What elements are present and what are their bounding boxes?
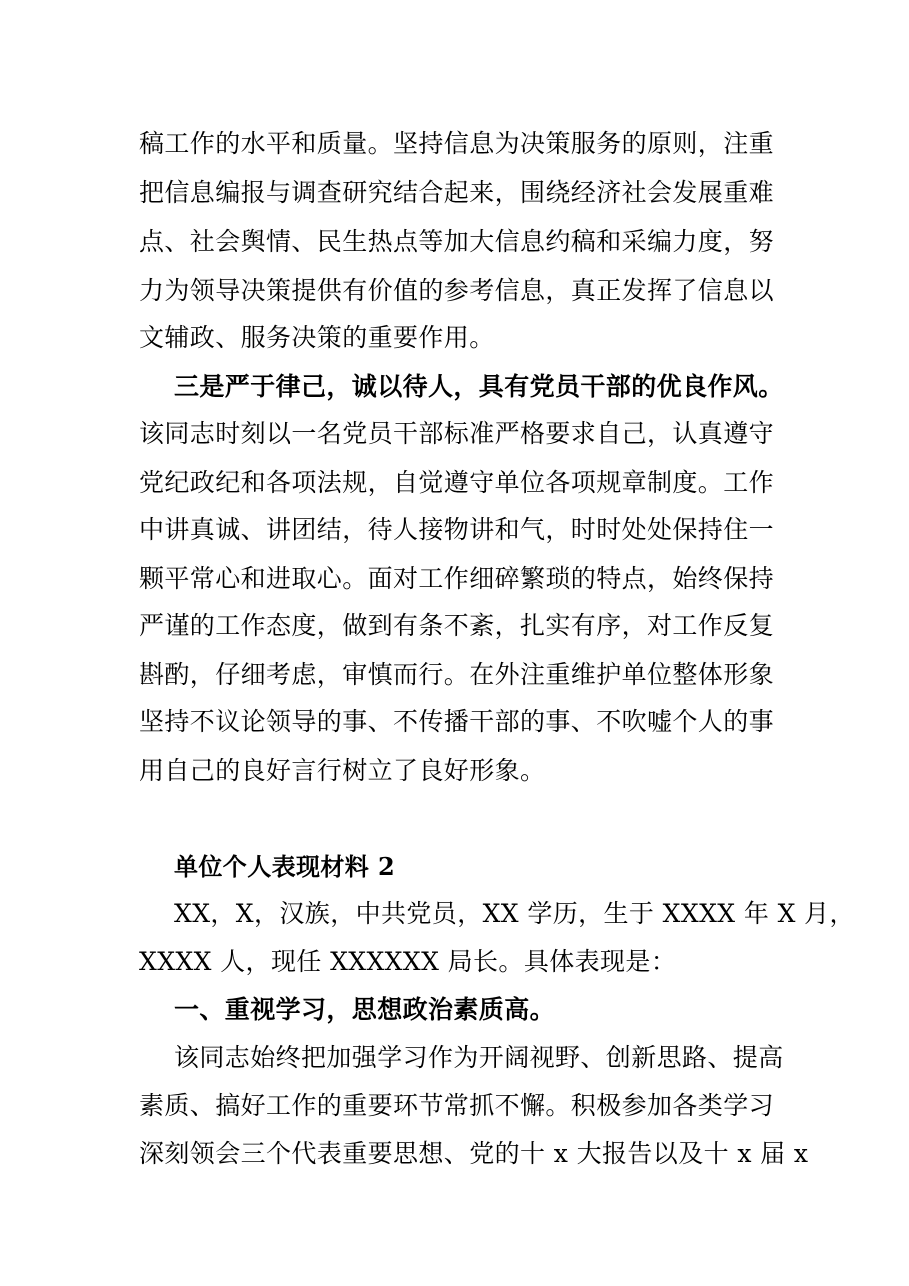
paragraph-line: 深刻领会三个代表重要思想、党的十 x 大报告以及十 x 届 x: [139, 1139, 809, 1168]
paragraph-line: 文辅政、服务决策的重要作用。: [139, 323, 495, 352]
intro-line: XXXX 人，现任 XXXXXX 局长。具体表现是：: [139, 947, 677, 976]
paragraph-line: 斟酌，仔细考虑，审慎而行。在外注重维护单位整体形象: [139, 660, 775, 689]
point-3-title: 三是严于律己，诚以待人，具有党员干部的优良作风。: [174, 372, 784, 401]
point-1-title: 一、重视学习，思想政治素质高。: [174, 995, 556, 1024]
paragraph-line: 用自己的良好言行树立了良好形象。: [139, 756, 546, 785]
paragraph-line: 把信息编报与调查研究结合起来，围绕经济社会发展重难: [139, 178, 775, 207]
paragraph-line: 党纪政纪和各项法规，自觉遵守单位各项规章制度。工作: [139, 468, 775, 497]
intro-line: XX，X，汉族，中共党员，XX 学历，生于 XXXX 年 X 月，: [174, 899, 855, 928]
paragraph-line: 稿工作的水平和质量。坚持信息为决策服务的原则，注重: [139, 129, 775, 158]
section-heading: 单位个人表现材料 2: [174, 852, 396, 881]
paragraph-line: 颗平常心和进取心。面对工作细碎繁琐的特点，始终保持: [139, 564, 775, 593]
paragraph-line: 该同志时刻以一名党员干部标准严格要求自己，认真遵守: [139, 419, 775, 448]
paragraph-line: 该同志始终把加强学习作为开阔视野、创新思路、提高: [174, 1043, 784, 1072]
paragraph-line: 力为领导决策提供有价值的参考信息，真正发挥了信息以: [139, 276, 775, 305]
paragraph-line: 素质、搞好工作的重要环节常抓不懈。积极参加各类学习: [139, 1091, 775, 1120]
paragraph-line: 严谨的工作态度，做到有条不紊，扎实有序，对工作反复: [139, 611, 775, 640]
paragraph-line: 坚持不议论领导的事、不传播干部的事、不吹嘘个人的事: [139, 707, 775, 736]
paragraph-line: 中讲真诚、讲团结，待人接物讲和气，时时处处保持住一: [139, 515, 775, 544]
paragraph-line: 点、社会舆情、民生热点等加大信息约稿和采编力度，努: [139, 227, 775, 256]
